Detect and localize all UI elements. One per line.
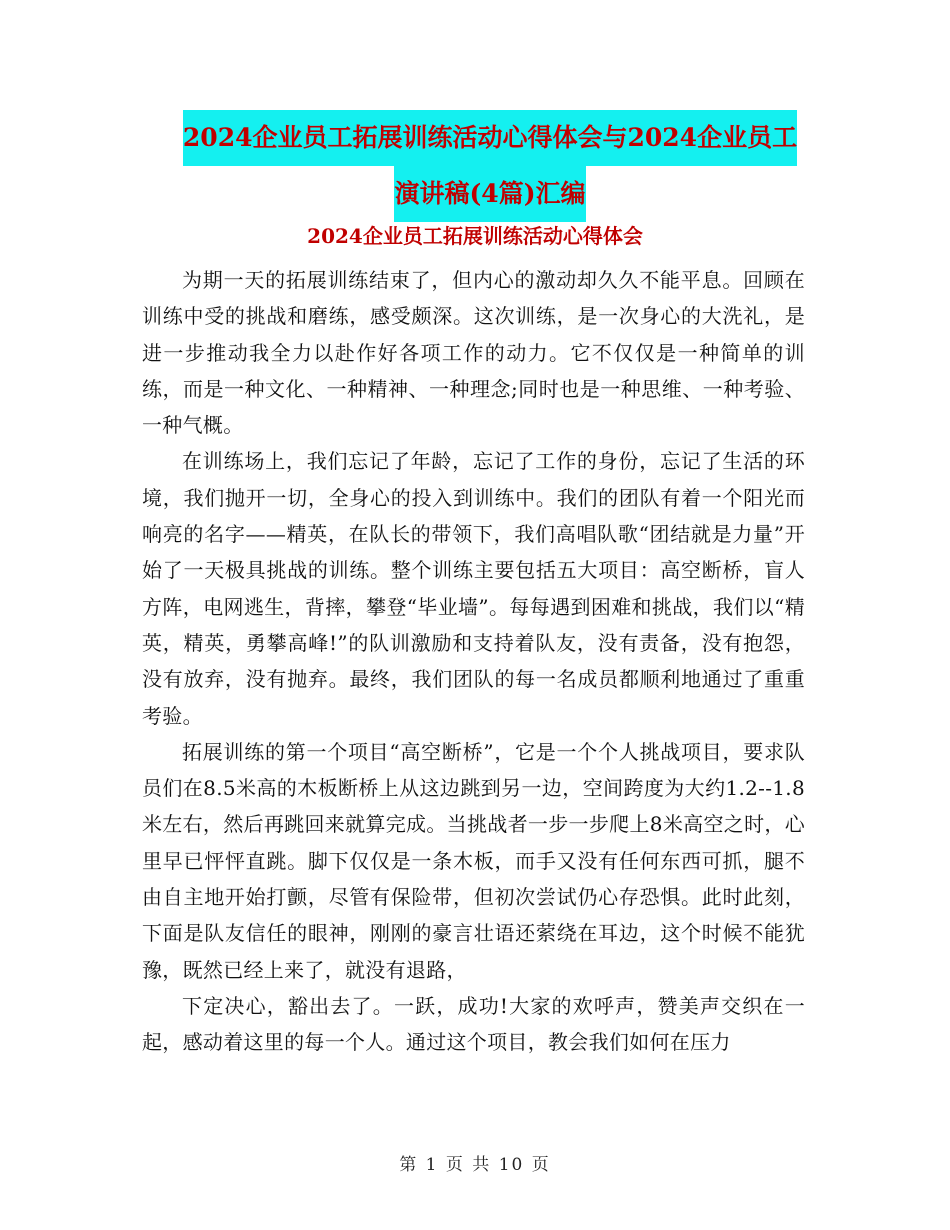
title-line-2: 演讲稿(4篇)汇编 (394, 166, 585, 222)
paragraph-1: 为期一天的拓展训练结束了，但内心的激动却久久不能平息。回顾在训练中受的挑战和磨练，感受颇深。这次训练，是一次身心的大洗礼，是进一步推动我全力以赴作好各项工作的动力。它不仅仅是一种简单的训练，而是一种文化、一种精神、一种理念;同时也是一种思维、一种考验、一种气概。 (142, 268, 805, 438)
document-title (140, 110, 840, 222)
paragraph-4: 下定决心，豁出去了。一跃，成功!大家的欢呼声，赞美声交织在一起，感动着这里的每一个人。通过这个项目，教会我们如何在压力 (142, 993, 805, 1055)
page-footer: 第 1 页 共 10 页 (399, 1155, 551, 1175)
paragraph-3: 拓展训练的第一个项目“高空断桥”，它是一个个人挑战项目，要求队员们在8.5米高的木板断桥上从这边跳到另一边，空间跨度为大约1.2--1.8米左右，然后再跳回来就算完成。当挑战者一步一步爬上8米高空之时，心里早已怦怦直跳。脚下仅仅是一条木板，而手又没有任何东西可抓，腿不由自主地开始打颤，尽管有保险带，但初次尝试仍心存恐惧。此时此刻，下面是队友信任的眼神，刚刚的豪言壮语还萦绕在耳边，这个时候不能犹豫，既然已经上来了，就没有退路， (142, 739, 805, 982)
section-title: 2024企业员工拓展训练活动心得体会 (307, 224, 643, 248)
title-line-1: 2024企业员工拓展训练活动心得体会与2024企业员工 (183, 110, 797, 166)
document-body (142, 262, 805, 1061)
paragraph-2: 在训练场上，我们忘记了年龄，忘记了工作的身份，忘记了生活的环境，我们抛开一切，全身心的投入到训练中。我们的团队有着一个阳光而响亮的名字——精英，在队长的带领下，我们高唱队歌“团结就是力量”开始了一天极具挑战的训练。整个训练主要包括五大项目：高空断桥，盲人方阵，电网逃生，背摔，攀登“毕业墙”。每每遇到困难和挑战，我们以“精英，精英，勇攀高峰!”的队训激励和支持着队友，没有责备，没有抱怨，没有放弃，没有抛弃。最终，我们团队的每一名成员都顺利地通过了重重考验。 (142, 449, 805, 728)
